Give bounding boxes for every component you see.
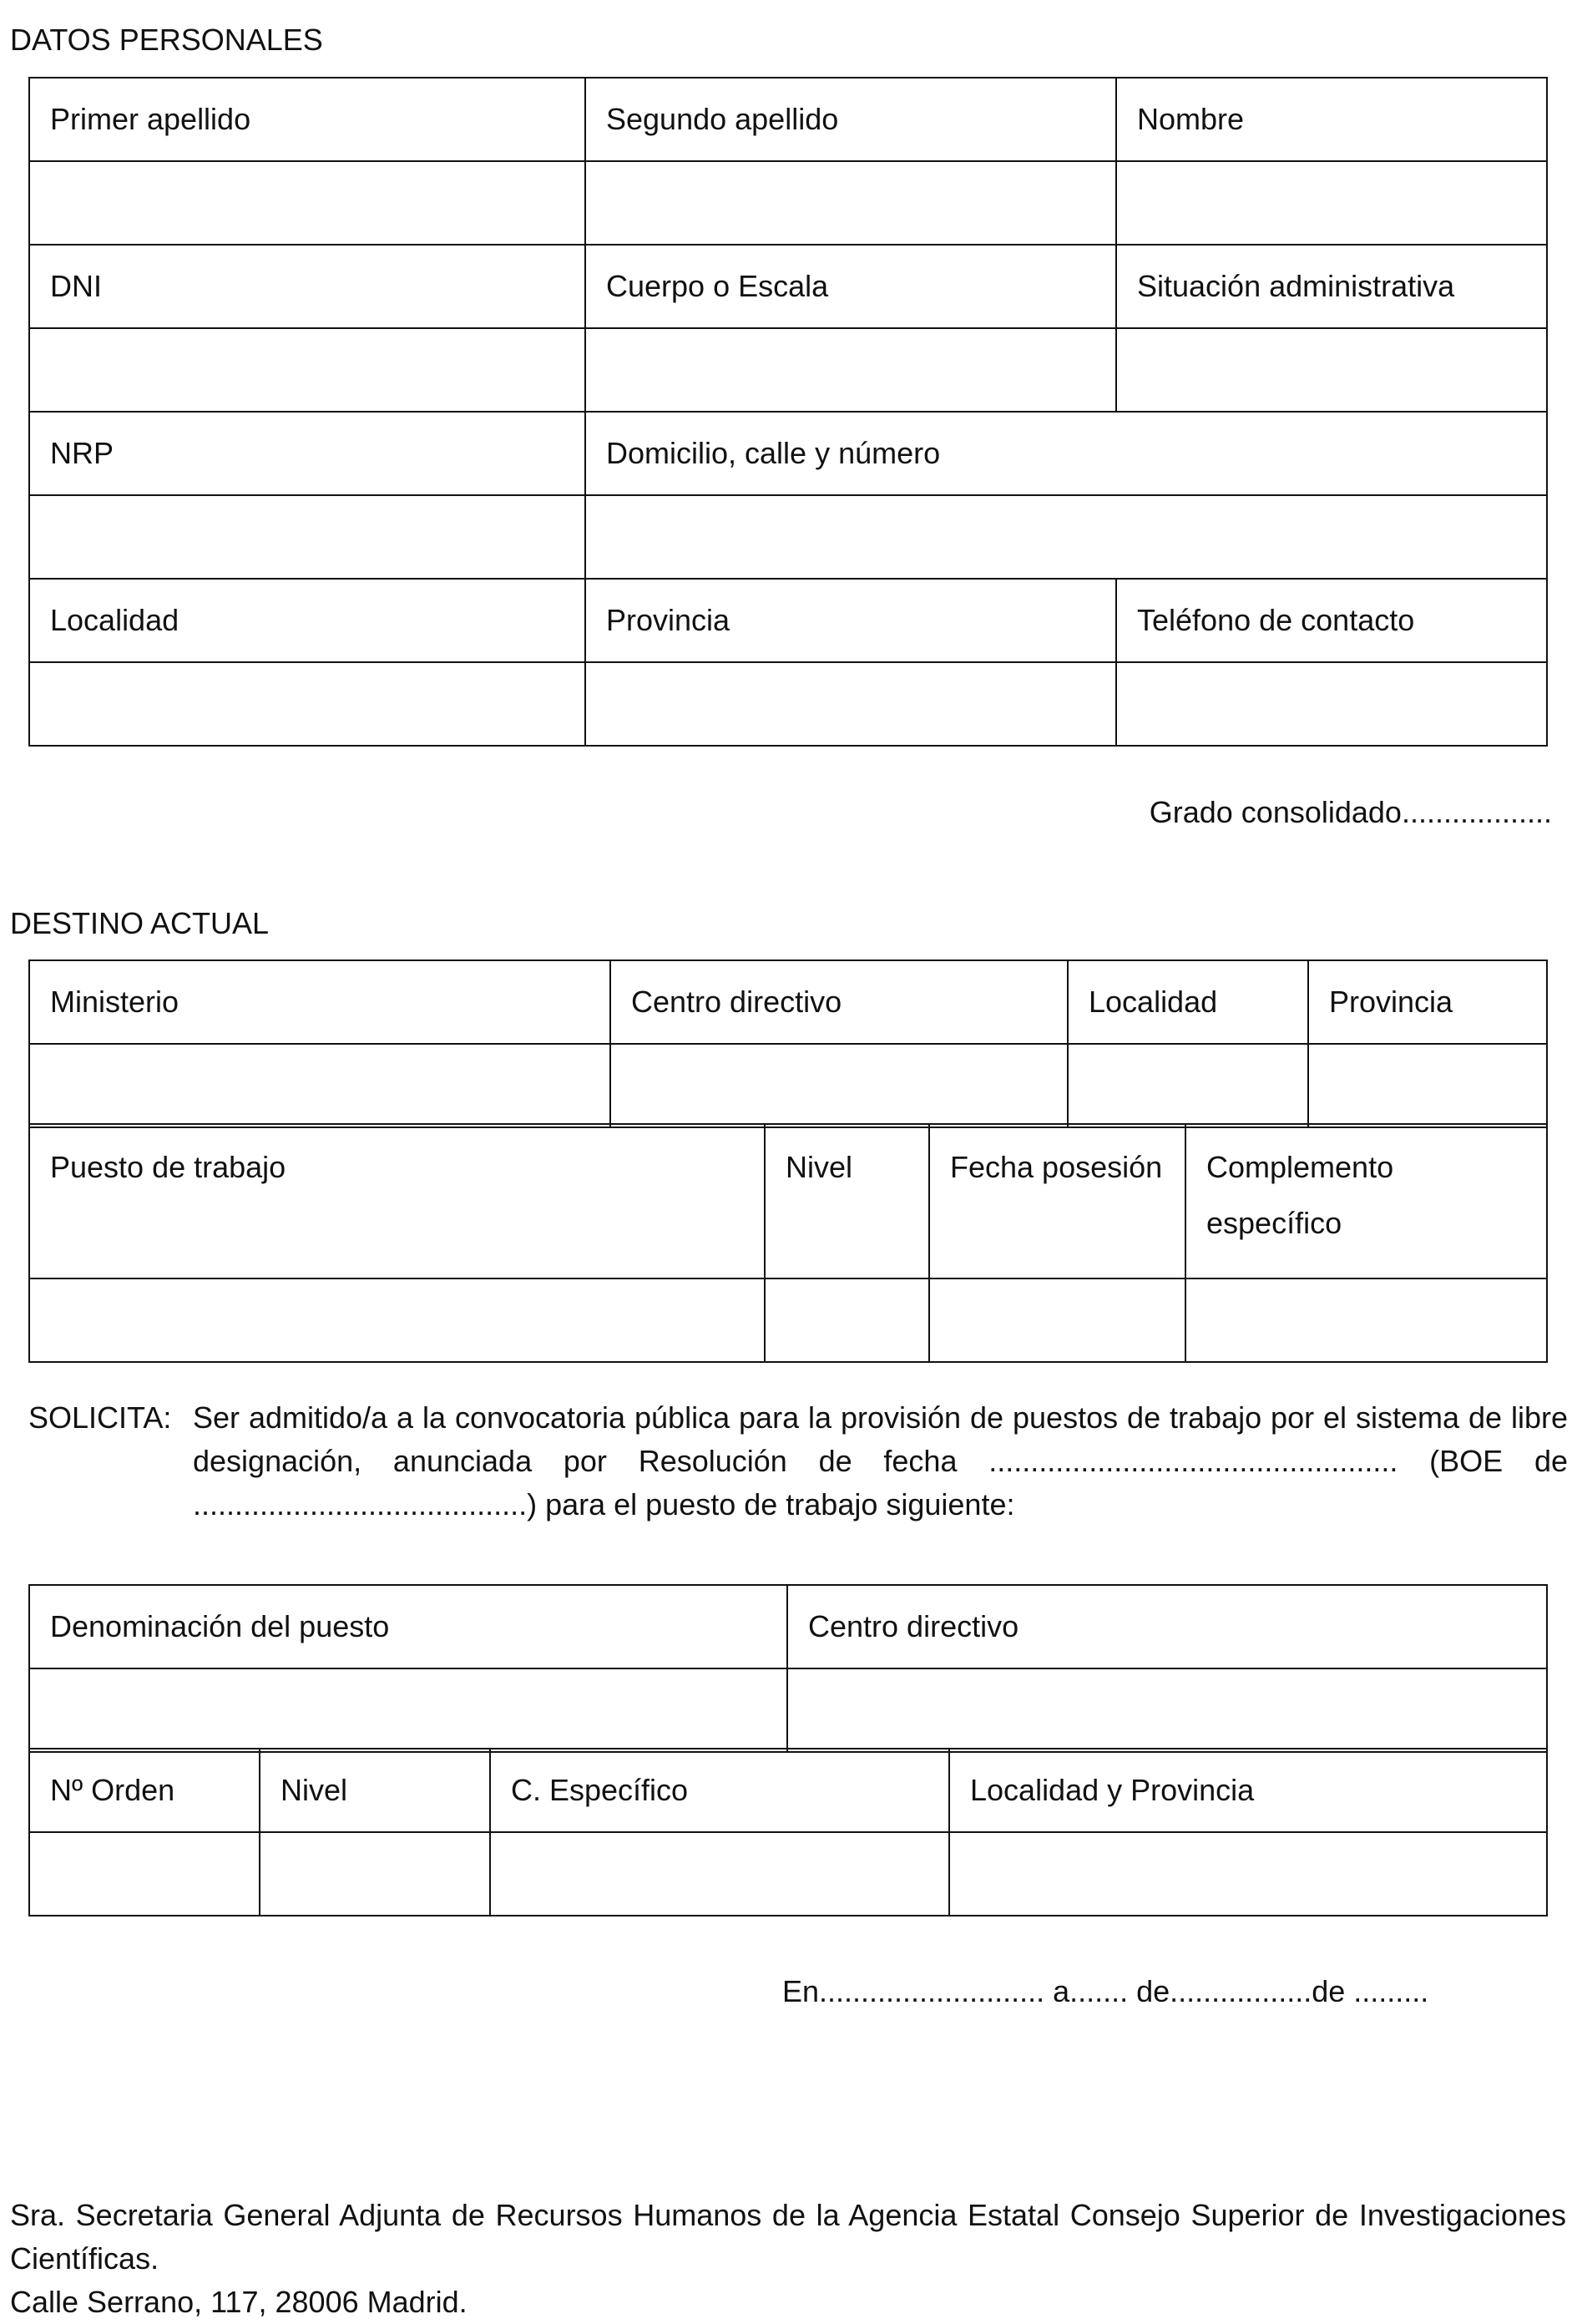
fecha-lugar-line: En........................... a....... de.................de ......... (782, 1974, 1429, 2008)
table-row (29, 1585, 1547, 1668)
destino-actual-table-2 (28, 1123, 1548, 1363)
table-row (29, 579, 1547, 662)
table-row (29, 960, 1547, 1044)
solicita-paragraph (28, 1396, 1568, 1527)
nivel-field[interactable] (260, 1832, 490, 1916)
solicita-label: SOLICITA: (28, 1400, 172, 1435)
table-row (29, 161, 1547, 245)
destinatario-block (10, 2194, 1566, 2324)
label-cuerpo-escala: Cuerpo o Escala (585, 245, 1116, 328)
destino-actual-table-1 (28, 959, 1548, 1128)
table-row (29, 78, 1547, 161)
table-row (29, 1668, 1547, 1752)
domicilio-field[interactable] (585, 495, 1547, 579)
label-numero-orden: Nº Orden (29, 1749, 260, 1832)
destinatario-line-2: Calle Serrano, 117, 28006 Madrid. (10, 2285, 468, 2319)
table-row (29, 1278, 1547, 1362)
puesto-solicitado-table-1 (28, 1584, 1548, 1753)
table-row (29, 245, 1547, 328)
cuerpo-escala-field[interactable] (585, 328, 1116, 412)
label-provincia: Provincia (585, 579, 1116, 662)
telefono-field[interactable] (1116, 662, 1547, 746)
nrp-field[interactable] (29, 495, 585, 579)
centro-directivo-field[interactable] (787, 1668, 1547, 1752)
table-row (29, 1832, 1547, 1916)
label-nombre: Nombre (1116, 78, 1547, 161)
label-ministerio: Ministerio (29, 960, 610, 1044)
label-complemento-especifico: Complemento específico (1185, 1124, 1547, 1278)
label-localidad-provincia: Localidad y Provincia (949, 1749, 1547, 1832)
label-denominacion-puesto: Denominación del puesto (29, 1585, 787, 1668)
denominacion-puesto-field[interactable] (29, 1668, 787, 1752)
label-c-especifico: C. Específico (490, 1749, 949, 1832)
fecha-posesion-field[interactable] (929, 1278, 1185, 1362)
situacion-administrativa-field[interactable] (1116, 328, 1547, 412)
label-fecha-posesion: Fecha posesión (929, 1124, 1185, 1278)
nivel-field[interactable] (765, 1278, 929, 1362)
label-puesto-trabajo: Puesto de trabajo (29, 1124, 765, 1278)
provincia-field[interactable] (585, 662, 1116, 746)
primer-apellido-field[interactable] (29, 161, 585, 245)
centro-directivo-field[interactable] (610, 1044, 1068, 1127)
table-row (29, 1044, 1547, 1127)
ministerio-field[interactable] (29, 1044, 610, 1127)
table-row (29, 1124, 1547, 1278)
table-row (29, 662, 1547, 746)
solicita-text: Ser admitido/a a la convocatoria pública para la provisión de puestos de trabajo por el sistema de libre designación, anunciada por Resolución de fecha ................................................. (BOE de ........................................) para el puesto de trabajo siguiente: (193, 1400, 1568, 1521)
label-centro-directivo: Centro directivo (610, 960, 1068, 1044)
label-segundo-apellido: Segundo apellido (585, 78, 1116, 161)
label-centro-directivo: Centro directivo (787, 1585, 1547, 1668)
provincia-field[interactable] (1308, 1044, 1547, 1127)
localidad-field[interactable] (29, 662, 585, 746)
label-domicilio: Domicilio, calle y número (585, 412, 1547, 495)
label-nivel: Nivel (765, 1124, 929, 1278)
puesto-solicitado-table-2 (28, 1748, 1548, 1916)
label-nivel: Nivel (260, 1749, 490, 1832)
complemento-especifico-field[interactable] (1185, 1278, 1547, 1362)
localidad-field[interactable] (1068, 1044, 1308, 1127)
table-row (29, 412, 1547, 495)
localidad-provincia-field[interactable] (949, 1832, 1547, 1916)
dni-field[interactable] (29, 328, 585, 412)
segundo-apellido-field[interactable] (585, 161, 1116, 245)
grado-consolidado: Grado consolidado.................. (1149, 795, 1552, 829)
table-row (29, 1749, 1547, 1832)
section-heading-datos-personales: DATOS PERSONALES (10, 23, 323, 57)
label-situacion-administrativa: Situación administrativa (1116, 245, 1547, 328)
datos-personales-table (28, 77, 1548, 747)
c-especifico-field[interactable] (490, 1832, 949, 1916)
section-heading-destino-actual: DESTINO ACTUAL (10, 906, 270, 940)
label-telefono: Teléfono de contacto (1116, 579, 1547, 662)
destinatario-line-1: Sra. Secretaria General Adjunta de Recursos Humanos de la Agencia Estatal Consejo Superior de Investigaciones Científicas. (10, 2198, 1566, 2276)
puesto-trabajo-field[interactable] (29, 1278, 765, 1362)
label-localidad: Localidad (1068, 960, 1308, 1044)
label-provincia: Provincia (1308, 960, 1547, 1044)
label-nrp: NRP (29, 412, 585, 495)
label-dni: DNI (29, 245, 585, 328)
label-localidad: Localidad (29, 579, 585, 662)
nombre-field[interactable] (1116, 161, 1547, 245)
numero-orden-field[interactable] (29, 1832, 260, 1916)
table-row (29, 495, 1547, 579)
label-primer-apellido: Primer apellido (29, 78, 585, 161)
table-row (29, 328, 1547, 412)
